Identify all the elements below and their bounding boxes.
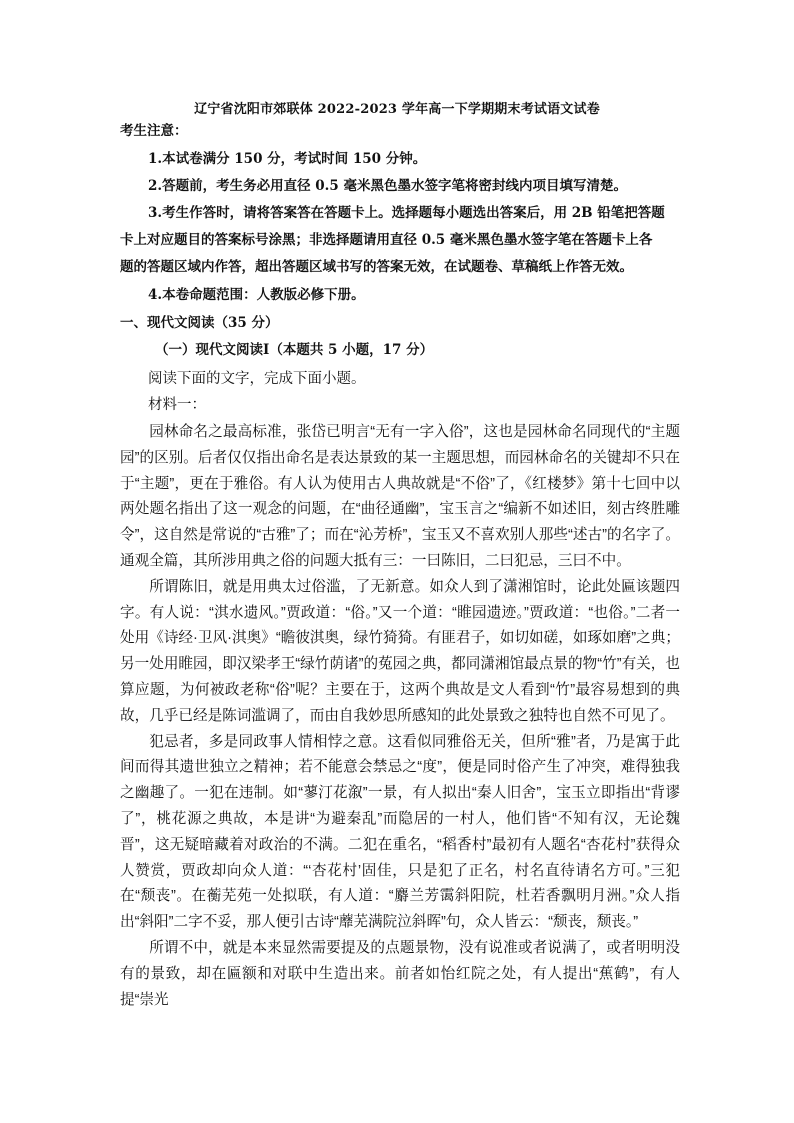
article-body bbox=[120, 420, 680, 1013]
article-paragraph-2: 所谓陈旧，就是用典太过俗滥，了无新意。如众人到了潇湘馆时，论此处匾该题四字。有人说：“淇水遗风。”贾政道：“俗。”又一个道：“睢园遗迹。”贾政道：“也俗。”二者一处用《诗经·卫风·淇奥》“瞻彼淇奥，绿竹猗猗。有匪君子，如切如磋，如琢如磨”之典；另一处用睢园，即汉梁孝王“绿竹荫诸”的菟园之典，都同潇湘馆最点景的物“竹”有关，也算应题，为何被政老称“俗”呢？主要在于，这两个典故是文人看到“竹”最容易想到的典故，几乎已经是陈词滥调了，而由自我妙思所感知的此处景致之独特也自然不可见了。 bbox=[120, 578, 680, 724]
article-paragraph-3: 犯忌者，多是同政事人情相悖之意。这看似同雅俗无关，但所“雅”者，乃是寓于此间而得其遗世独立之精神；若不能意会禁忌之“度”，便是同时俗产生了冲突，难得独我之幽趣了。一犯在违制。如“蓼汀花溆”一景，有人拟出“秦人旧舍”，宝玉立即指出“背谬了”，桃花源之典故，本是讲“为避秦乱”而隐居的一村人，他们皆“不知有汉，无论魏晋”，这无疑暗藏着对政治的不满。二犯在重名，“稻香村”最初有人题名“杏花村”获得众人赞赏，贾政却向众人道：“‘杏花村’固佳，只是犯了正名，村名直待请名方可。”三犯在“颓丧”。在蘅芜苑一处拟联，有人道：“麝兰芳霭斜阳院，杜若香飘明月洲。”众人指出“斜阳”二字不妥，那人便引古诗“蘼芜满院泣斜晖”句，众人皆云：“颓丧，颓丧。” bbox=[120, 733, 680, 931]
notice-item-1: 1.本试卷满分 150 分，考试时间 150 分钟。 bbox=[148, 151, 427, 167]
section-heading: 一、现代文阅读（35 分） bbox=[120, 315, 279, 331]
notice-item-3-cont-1: 卡上对应题目的答案标号涂黑；非选择题请用直径 0.5 毫米黑色墨水签字笔在答题卡上各 bbox=[120, 232, 653, 248]
notice-item-2: 2.答题前，考生务必用直径 0.5 毫米黑色墨水签字笔将密封线内项目填写清楚。 bbox=[148, 178, 627, 194]
exam-title: 辽宁省沈阳市郊联体 2022-2023 学年高一下学期期末考试语文试卷 bbox=[194, 102, 600, 117]
section-subheading: （一）现代文阅读Ⅰ（本题共 5 小题，17 分） bbox=[155, 342, 434, 358]
reading-instruction: 阅读下面的文字，完成下面小题。 bbox=[148, 371, 366, 387]
article-paragraph-4: 所谓不中，就是本来显然需要提及的点题景物，没有说准或者说满了，或者明明没有的景致，却在匾额和对联中生造出来。前者如怡红院之处，有人提出“蕉鹤”，有人提“崇光 bbox=[120, 939, 680, 1008]
notice-heading: 考生注意： bbox=[120, 123, 188, 139]
notice-item-3-cont-2: 题的答题区域内作答，超出答题区域书写的答案无效，在试题卷、草稿纸上作答无效。 bbox=[120, 259, 633, 275]
notice-item-3: 3.考生作答时，请将答案答在答题卡上。选择题每小题选出答案后，用 2B 铅笔把答题 bbox=[148, 205, 665, 221]
notice-item-4: 4.本卷命题范围：人教版必修下册。 bbox=[148, 287, 365, 303]
material-label: 材料一： bbox=[148, 397, 206, 413]
article-paragraph-1: 园林命名之最高标准，张岱已明言“无有一字入俗”，这也是园林命名同现代的“主题园”的区别。后者仅仅指出命名是表达景致的某一主题思想，而园林命名的关键却不只在于“主题”，更在于雅俗。有人认为使用古人典故就是“不俗”了，《红楼梦》第十七回中以两处题名指出了这一观念的问题，在“曲径通幽”，宝玉言之“编新不如述旧，刻古终胜雕令”，这自然是常说的“古雅”了；而在“沁芳桥”，宝玉又不喜欢别人那些“述古”的名字了。通观全篇，其所涉用典之俗的问题大抵有三：一曰陈旧，二曰犯忌，三曰不中。 bbox=[120, 424, 680, 569]
